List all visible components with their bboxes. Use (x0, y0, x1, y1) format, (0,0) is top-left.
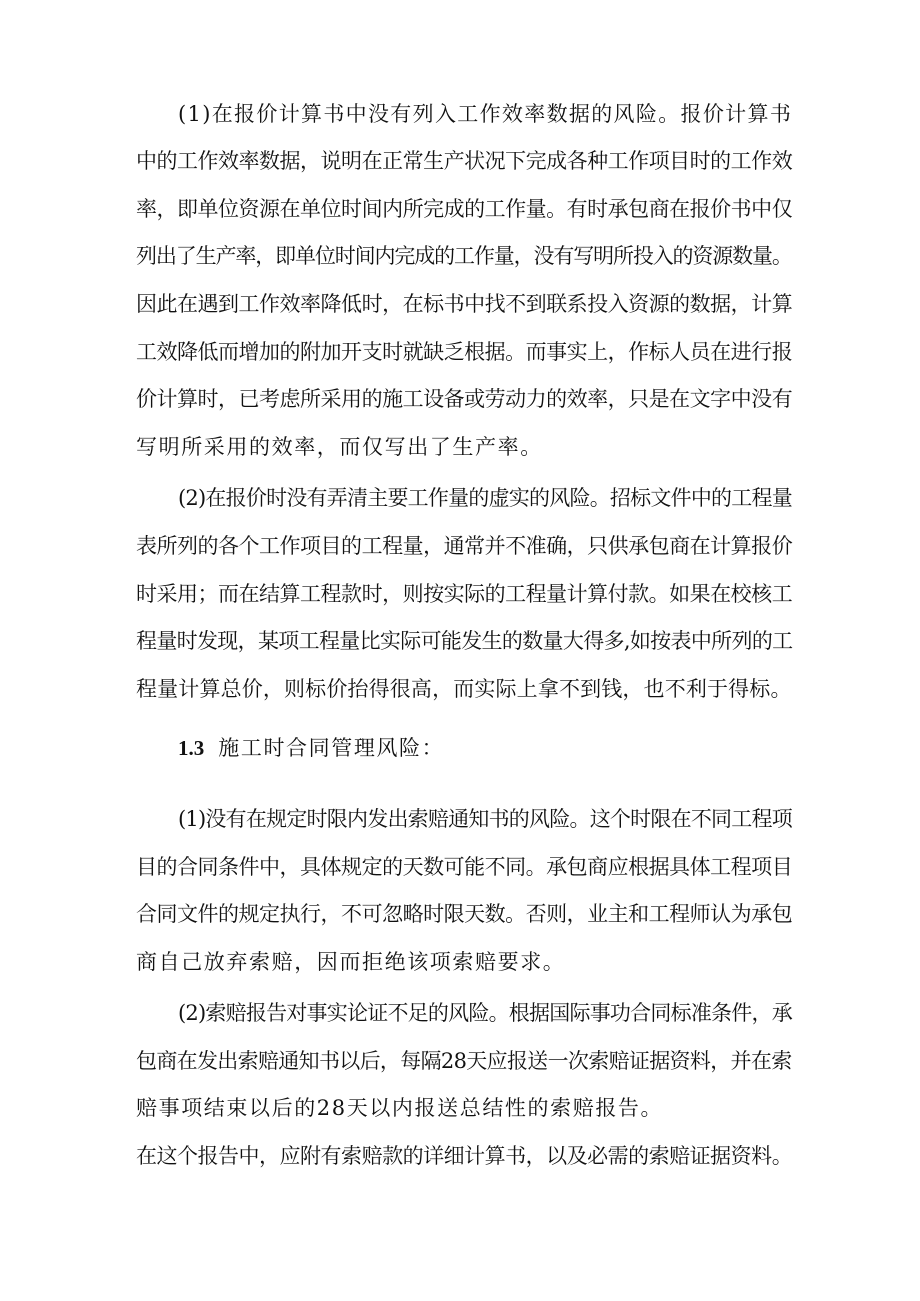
section-number: 1.3 (178, 736, 205, 760)
paragraph-line: 中的工作效率数据，说明在正常生产状况下完成各种工作项目时的工作效 (136, 149, 793, 173)
paragraph-line: (2)在报价时没有弄清主要工作量的虚实的风险。招标文件中的工程量 (178, 486, 792, 510)
paragraph-line: 时采用；而在结算工程款时，则按实际的工程量计算付款。如果在校核工 (136, 582, 793, 606)
paragraph-line: 赔事项结束以后的28天以内报送总结性的索赔报告。 (136, 1096, 664, 1120)
paragraph-line: 率，即单位资源在单位时间内所完成的工作量。有时承包商在报价书中仅 (136, 197, 793, 221)
paragraph-line: 因此在遇到工作效率降低时，在标书中找不到联系投入资源的数据，计算 (136, 292, 793, 316)
paragraph-line: 工效降低而增加的附加开支时就缺乏根据。而事实上，作标人员在进行报 (136, 340, 793, 364)
paragraph-line: 商自己放弃索赔，因而拒绝该项索赔要求。 (136, 950, 566, 974)
paragraph-line: 表所列的各个工作项目的工程量，通常并不准确，只供承包商在计算报价 (136, 534, 793, 558)
paragraph-line: 程量时发现，某项工程量比实际可能发生的数量大得多,如按表中所列的工 (136, 629, 793, 653)
paragraph-line: 合同文件的规定执行，不可忽略时限天数。否则，业主和工程师认为承包 (136, 902, 793, 926)
paragraph-line: 列出了生产率，即单位时间内完成的工作量，没有写明所投入的资源数量。 (136, 244, 792, 268)
paragraph-line: 包商在发出索赔通知书以后，每隔28天应报送一次索赔证据资料，并在索 (136, 1049, 792, 1073)
paragraph-line: 程量计算总价，则标价抬得很高，而实际上拿不到钱，也不利于得标。 (136, 677, 792, 701)
section-title: 施工时合同管理风险： (218, 736, 445, 760)
paragraph-line: (1)在报价计算书中没有列入工作效率数据的风险。报价计算书 (178, 102, 793, 126)
paragraph-line: 目的合同条件中，具体规定的天数可能不同。承包商应根据具体工程项目 (136, 855, 793, 879)
section-heading (178, 734, 444, 762)
paragraph-line: 写明所采用的效率，而仅写出了生产率。 (136, 435, 543, 459)
paragraph-line: 价计算时，已考虑所采用的施工设备或劳动力的效率，只是在文字中没有 (136, 387, 793, 411)
paragraph-line: (2)索赔报告对事实论证不足的风险。根据国际事功合同标准条件，承 (178, 1001, 792, 1025)
paragraph-line: (1)没有在规定时限内发出索赔通知书的风险。这个时限在不同工程项 (178, 807, 792, 831)
paragraph-line: 在这个报告中，应附有索赔款的详细计算书，以及必需的索赔证据资料。 (136, 1144, 793, 1168)
